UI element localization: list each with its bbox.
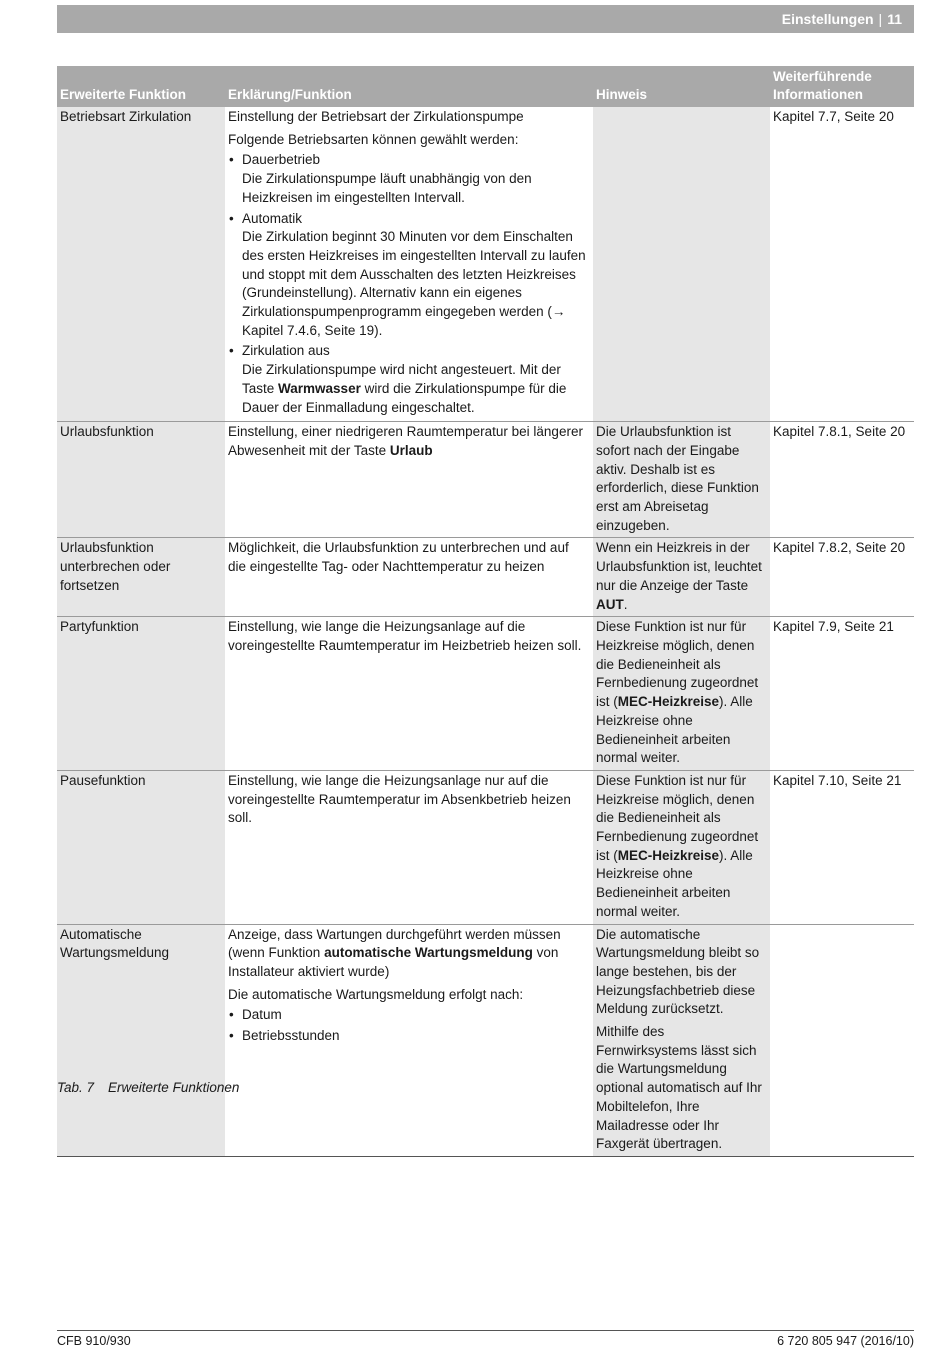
list-item-text: Die Zirkulationspumpe läuft unabhängig von den Heizkreisen im eingestellten Intervall. bbox=[242, 171, 532, 205]
description-cell: Einstellung, wie lange die Heizungsanlage nur auf die voreingestellte Raumtemperatur im Absenkbetrieb heizen soll. bbox=[225, 770, 593, 924]
info-cell: Kapitel 7.8.2, Seite 20 bbox=[770, 538, 914, 617]
key-name: AUT bbox=[596, 596, 624, 612]
text-span: . bbox=[623, 596, 628, 612]
footer-model: CFB 910/930 bbox=[57, 1334, 131, 1348]
table-row bbox=[57, 107, 914, 422]
list-item bbox=[228, 342, 590, 417]
table-caption bbox=[57, 1080, 239, 1095]
text-span: Die Zirkulationspumpe wird nicht angesteuert. Mit der Taste bbox=[242, 362, 561, 396]
list-item bbox=[228, 151, 590, 207]
hint-cell bbox=[593, 617, 770, 771]
description-text: Einstellung der Betriebsart der Zirkulationspumpe bbox=[228, 109, 524, 124]
hint-cell bbox=[593, 770, 770, 924]
description-text: Folgende Betriebsarten können gewählt werden: bbox=[228, 131, 519, 147]
text-span: ). Alle Heizkreise ohne Bedieneinheit arbeiten normal weiter. bbox=[596, 847, 753, 919]
info-cell bbox=[770, 924, 914, 1156]
list-item-text bbox=[242, 228, 590, 340]
column-header: Weiterführende Informationen bbox=[770, 66, 914, 107]
hint-text: Die automatische Wartungsmeldung bleibt so lange bestehen, bis der Heizungsfachbetrieb diese Meldung zurücksetzt. bbox=[596, 926, 760, 1017]
function-cell: Pausefunktion bbox=[57, 770, 225, 924]
text-span: Anzeige, dass Wartungen durchgeführt werden müssen (wenn Funktion bbox=[228, 926, 561, 961]
page-number: 11 bbox=[887, 11, 902, 27]
info-cell: Kapitel 7.9, Seite 21 bbox=[770, 617, 914, 771]
description-text: Die automatische Wartungsmeldung erfolgt nach: bbox=[228, 986, 524, 1002]
trigger-list bbox=[228, 1006, 590, 1045]
key-name: Warmwasser bbox=[278, 380, 361, 396]
text-span: Diese Funktion ist nur für Heizkreise möglich, denen die Bedieneinheit als Fernbedienung zugeordnet ist ( bbox=[596, 619, 759, 710]
footer-document-number: 6 720 805 947 (2016/10) bbox=[777, 1334, 914, 1348]
function-cell: Automatische Wartungsmeldung bbox=[57, 924, 225, 1156]
text-span: Einstellung, einer niedrigeren Raumtemperatur bei längerer Abwesenheit mit der Taste bbox=[228, 424, 583, 458]
list-item bbox=[228, 210, 590, 341]
column-header: Erklärung/Funktion bbox=[225, 66, 593, 107]
function-cell: Betriebsart Zirkulation bbox=[57, 107, 225, 422]
list-item: • Betriebsstunden bbox=[228, 1027, 590, 1046]
function-cell: Urlaubsfunktion bbox=[57, 422, 225, 538]
info-cell: Kapitel 7.7, Seite 20 bbox=[770, 107, 914, 422]
section-title: Einstellungen bbox=[781, 11, 874, 27]
column-header: Erweiterte Funktion bbox=[57, 66, 225, 107]
table-row bbox=[57, 924, 914, 1156]
description-text bbox=[228, 926, 590, 982]
list-item: • Datum bbox=[228, 1006, 590, 1025]
list-item-title: • Dauerbetrieb bbox=[242, 152, 321, 168]
text-span: ). Alle Heizkreise ohne Bedieneinheit arbeiten normal weiter. bbox=[596, 694, 753, 766]
function-cell: Urlaubsfunktion unterbrechen oder fortsetzen bbox=[57, 538, 225, 617]
chapter-reference: Kapitel 7.4.6, Seite 19). bbox=[242, 322, 383, 338]
function-cell: Partyfunktion bbox=[57, 617, 225, 771]
key-name: Urlaub bbox=[389, 442, 433, 458]
caption-title: Erweiterte Funktionen bbox=[108, 1080, 240, 1095]
table-row bbox=[57, 617, 914, 771]
list-item-text bbox=[242, 361, 590, 417]
text-span: von Installateur aktiviert wurde) bbox=[228, 945, 559, 979]
table-header-row bbox=[57, 66, 914, 107]
description-cell bbox=[225, 107, 593, 422]
key-name: MEC-Heizkreise bbox=[617, 694, 720, 710]
text-span: Wenn ein Heizkreis in der Urlaubsfunktion ist, leuchtet nur die Anzeige der Taste bbox=[596, 540, 762, 593]
hint-cell bbox=[593, 107, 770, 422]
table-row bbox=[57, 422, 914, 538]
header-separator: | bbox=[878, 11, 883, 27]
hint-cell bbox=[593, 538, 770, 617]
functions-table bbox=[57, 66, 914, 1157]
text-span: wird die Zirkulationspumpe für die Dauer der Einmalladung eingeschaltet. bbox=[242, 380, 567, 415]
caption-number: Tab. 7 bbox=[57, 1080, 95, 1095]
footer-divider bbox=[57, 1330, 914, 1331]
hint-cell: Die Urlaubsfunktion ist sofort nach der Eingabe aktiv. Deshalb ist es erforderlich, diese Funktion erst am Abreisetag einzugeben. bbox=[593, 422, 770, 538]
info-cell: Kapitel 7.8.1, Seite 20 bbox=[770, 422, 914, 538]
text-span: Diese Funktion ist nur für Heizkreise möglich, denen die Bedieneinheit als Fernbedienung zugeordnet ist ( bbox=[596, 772, 759, 863]
list-item-title: • Zirkulation aus bbox=[242, 343, 330, 359]
description-cell: Einstellung, wie lange die Heizungsanlage auf die voreingestellte Raumtemperatur im Heizbetrieb heizen soll. bbox=[225, 617, 593, 771]
mode-list bbox=[228, 151, 590, 417]
description-cell bbox=[225, 422, 593, 538]
column-header: Hinweis bbox=[593, 66, 770, 107]
function-name: automatische Wartungsmeldung bbox=[324, 945, 533, 961]
arrow-right-icon: → bbox=[551, 304, 566, 320]
text-span: Die Zirkulation beginnt 30 Minuten vor dem Einschalten des ersten Heizkreises im eingestellten Intervall zu laufen und stoppt mit dem Ausschalten des letzten Heizkreises (Grundeinstellung). Alternativ kann ein eigenes Zirkulationspumpenprogramm eingegeben werden ( bbox=[242, 229, 586, 320]
page-header bbox=[57, 5, 914, 33]
table-row bbox=[57, 770, 914, 924]
description-cell bbox=[225, 924, 593, 1156]
hint-text: Mithilfe des Fernwirksystems lässt sich die Wartungsmeldung optional automatisch auf Ihr Mobiltelefon, Ihre Mailadresse oder Ihr Faxgerät übertragen. bbox=[596, 1024, 762, 1152]
description-cell: Möglichkeit, die Urlaubsfunktion zu unterbrechen und auf die eingestellte Tag- oder Nachttemperatur zu heizen bbox=[225, 538, 593, 617]
table-row bbox=[57, 538, 914, 617]
info-cell: Kapitel 7.10, Seite 21 bbox=[770, 770, 914, 924]
key-name: MEC-Heizkreise bbox=[617, 847, 720, 863]
list-item-title: • Automatik bbox=[242, 210, 303, 226]
hint-cell bbox=[593, 924, 770, 1156]
